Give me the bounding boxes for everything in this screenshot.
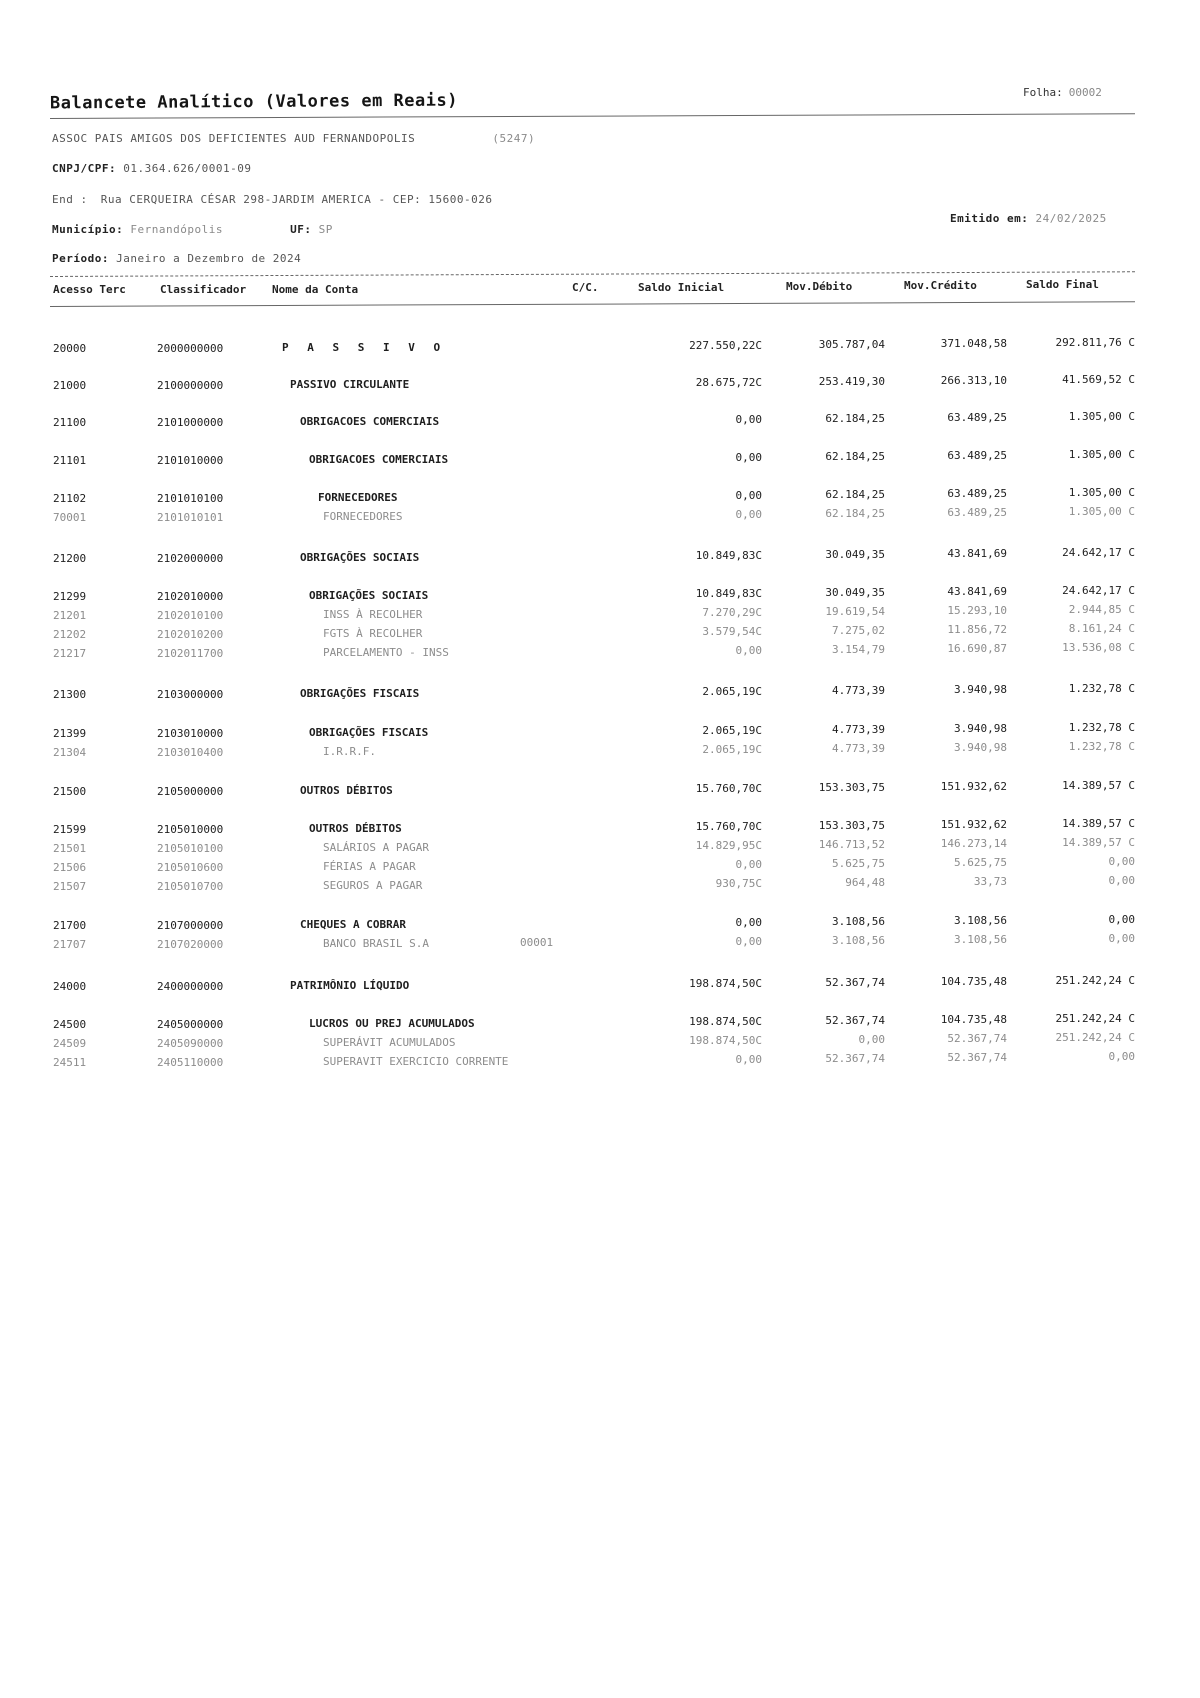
cell-nome: P A S S I V O	[282, 341, 447, 354]
cell-mov-credito: 104.735,48	[940, 1013, 1007, 1026]
cell-saldo-final: 14.389,57 C	[1062, 817, 1135, 830]
table-row	[0, 740, 1200, 766]
emitido-value: 24/02/2025	[1035, 212, 1107, 225]
cell-acesso: 70001	[53, 511, 87, 524]
cell-classificador: 2405000000	[157, 1018, 224, 1031]
cell-classificador: 2102010100	[157, 609, 224, 622]
cell-saldo-final: 1.305,00 C	[1068, 486, 1135, 499]
cell-saldo-inicial: 7.270,29C	[702, 606, 762, 619]
periodo-label: Período:	[52, 252, 109, 265]
cell-classificador: 2105010100	[157, 842, 224, 855]
cell-mov-credito: 146.273,14	[940, 837, 1007, 850]
cell-saldo-final: 0,00	[1108, 913, 1135, 926]
cell-mov-credito: 63.489,25	[947, 506, 1007, 519]
municipio-line	[52, 223, 333, 236]
cell-cc: 00001	[520, 936, 554, 949]
cell-acesso: 21000	[53, 379, 87, 392]
cell-classificador: 2101000000	[157, 416, 224, 429]
cell-saldo-inicial: 10.849,83C	[695, 587, 762, 600]
cell-nome: PARCELAMENTO - INSS	[323, 646, 449, 659]
cell-nome: LUCROS OU PREJ ACUMULADOS	[309, 1017, 475, 1030]
col-saldo-final: Saldo Final	[1026, 278, 1099, 291]
cell-saldo-inicial: 15.760,70C	[695, 820, 762, 833]
cell-mov-debito: 305.787,04	[818, 338, 885, 351]
cell-mov-debito: 3.154,79	[832, 643, 885, 656]
cell-mov-credito: 3.940,98	[954, 722, 1007, 735]
cell-classificador: 2105010600	[157, 861, 224, 874]
cell-mov-debito: 3.108,56	[832, 915, 885, 928]
cell-mov-credito: 43.841,69	[947, 547, 1007, 560]
cell-mov-debito: 964,48	[845, 876, 885, 889]
cell-saldo-final: 8.161,24 C	[1068, 622, 1135, 635]
cell-mov-debito: 4.773,39	[832, 684, 885, 697]
cell-acesso: 21101	[53, 454, 87, 467]
cell-saldo-final: 14.389,57 C	[1062, 779, 1135, 792]
cell-nome: BANCO BRASIL S.A	[323, 937, 429, 950]
cell-mov-credito: 63.489,25	[947, 487, 1007, 500]
cell-nome: SUPERÁVIT ACUMULADOS	[323, 1036, 456, 1049]
report-title: Balancete Analítico (Valores em Reais)	[49, 90, 459, 114]
cell-mov-debito: 30.049,35	[825, 586, 885, 599]
cell-saldo-final: 0,00	[1108, 855, 1135, 868]
cell-acesso: 21299	[53, 590, 87, 603]
cell-saldo-final: 0,00	[1108, 932, 1135, 945]
cell-nome: SEGUROS A PAGAR	[323, 879, 423, 892]
cnpj-value: 01.364.626/0001-09	[123, 162, 252, 175]
cell-mov-credito: 151.932,62	[940, 780, 1007, 793]
cell-nome: OBRIGACOES COMERCIAIS	[309, 453, 449, 466]
cell-classificador: 2102000000	[157, 552, 224, 565]
cell-mov-debito: 62.184,25	[825, 488, 885, 501]
cell-nome: PATRIMÔNIO LÍQUIDO	[290, 979, 410, 992]
table-row	[0, 932, 1200, 958]
periodo-line	[52, 252, 301, 265]
cell-mov-credito: 3.108,56	[954, 914, 1007, 927]
cell-acesso: 21217	[53, 647, 87, 660]
cell-classificador: 2105010700	[157, 880, 224, 893]
col-mov-credito: Mov.Crédito	[904, 279, 977, 292]
cell-saldo-inicial: 2.065,19C	[702, 743, 762, 756]
cell-acesso: 21700	[53, 919, 87, 932]
cell-nome: FÉRIAS A PAGAR	[323, 860, 416, 873]
cell-classificador: 2405090000	[157, 1037, 224, 1050]
cell-classificador: 2102010000	[157, 590, 224, 603]
cell-mov-debito: 3.108,56	[832, 934, 885, 947]
cell-mov-credito: 104.735,48	[940, 975, 1007, 988]
address-label: End :	[52, 193, 88, 206]
cell-classificador: 2107000000	[157, 919, 224, 932]
cell-mov-debito: 4.773,39	[832, 723, 885, 736]
col-saldo-inicial: Saldo Inicial	[638, 281, 725, 294]
municipio-label: Município:	[52, 223, 124, 236]
cell-acesso: 21100	[53, 416, 87, 429]
table-row	[0, 779, 1200, 805]
table-row	[0, 505, 1200, 531]
cnpj-label: CNPJ/CPF:	[52, 162, 117, 175]
cell-acesso: 21707	[53, 938, 87, 951]
cell-mov-credito: 3.940,98	[954, 741, 1007, 754]
cell-acesso: 21399	[53, 727, 87, 740]
cell-mov-credito: 33,73	[973, 875, 1007, 888]
cell-mov-debito: 5.625,75	[832, 857, 885, 870]
cell-mov-debito: 62.184,25	[825, 412, 885, 425]
title-rule	[50, 113, 1135, 119]
cell-acesso: 21500	[53, 785, 87, 798]
entity-name: ASSOC PAIS AMIGOS DOS DEFICIENTES AUD FERNANDOPOLIS	[52, 132, 416, 145]
cell-mov-credito: 11.856,72	[947, 623, 1007, 636]
cell-mov-debito: 146.713,52	[818, 838, 885, 851]
cell-saldo-final: 0,00	[1108, 874, 1135, 887]
cell-nome: SUPERAVIT EXERCICIO CORRENTE	[323, 1055, 509, 1068]
cell-mov-credito: 52.367,74	[947, 1051, 1007, 1064]
cell-acesso: 21501	[53, 842, 87, 855]
cell-saldo-inicial: 0,00	[735, 451, 762, 464]
cell-saldo-final: 1.232,78 C	[1068, 682, 1135, 695]
table-row	[0, 874, 1200, 900]
cell-mov-credito: 5.625,75	[954, 856, 1007, 869]
cell-acesso: 21200	[53, 552, 87, 565]
cell-saldo-inicial: 15.760,70C	[695, 782, 762, 795]
cell-saldo-final: 1.232,78 C	[1068, 740, 1135, 753]
cell-acesso: 21201	[53, 609, 87, 622]
cell-saldo-inicial: 198.874,50C	[689, 977, 762, 990]
cell-mov-debito: 30.049,35	[825, 548, 885, 561]
uf-value: SP	[318, 223, 333, 236]
cell-mov-credito: 266.313,10	[940, 374, 1007, 387]
cell-nome: I.R.R.F.	[323, 745, 376, 758]
cell-mov-debito: 153.303,75	[818, 781, 885, 794]
address-line	[52, 193, 493, 206]
cell-classificador: 2101010000	[157, 454, 224, 467]
cell-saldo-final: 1.232,78 C	[1068, 721, 1135, 734]
cell-classificador: 2105010000	[157, 823, 224, 836]
cell-saldo-inicial: 198.874,50C	[689, 1034, 762, 1047]
cell-saldo-inicial: 227.550,22C	[689, 339, 762, 352]
cell-mov-credito: 371.048,58	[940, 337, 1007, 350]
cell-nome: OBRIGAÇÕES FISCAIS	[300, 687, 420, 700]
cell-acesso: 24509	[53, 1037, 87, 1050]
cell-mov-debito: 19.619,54	[825, 605, 885, 618]
cell-acesso: 21599	[53, 823, 87, 836]
table-row	[0, 682, 1200, 708]
cell-nome: OBRIGAÇÕES SOCIAIS	[300, 551, 420, 564]
cell-classificador: 2101010100	[157, 492, 224, 505]
cell-saldo-final: 2.944,85 C	[1068, 603, 1135, 616]
cell-mov-credito: 63.489,25	[947, 411, 1007, 424]
cell-saldo-inicial: 14.829,95C	[695, 839, 762, 852]
emitido-line	[950, 212, 1107, 225]
cell-mov-debito: 62.184,25	[825, 507, 885, 520]
cell-mov-debito: 153.303,75	[818, 819, 885, 832]
cell-mov-credito: 63.489,25	[947, 449, 1007, 462]
cell-saldo-inicial: 198.874,50C	[689, 1015, 762, 1028]
uf-label: UF:	[290, 223, 312, 236]
cell-saldo-inicial: 0,00	[735, 413, 762, 426]
entity-code: (5247)	[492, 132, 536, 145]
table-row	[0, 974, 1200, 1000]
cell-acesso: 24511	[53, 1056, 87, 1069]
cell-saldo-final: 41.569,52 C	[1062, 373, 1135, 386]
table-row	[0, 1050, 1200, 1076]
cell-saldo-inicial: 0,00	[735, 489, 762, 502]
cell-acesso: 20000	[53, 342, 87, 355]
cell-acesso: 21102	[53, 492, 87, 505]
cell-saldo-final: 292.811,76 C	[1055, 336, 1135, 349]
table-row	[0, 448, 1200, 474]
cell-classificador: 2100000000	[157, 379, 224, 392]
cell-classificador: 2101010101	[157, 511, 224, 524]
table-row	[0, 410, 1200, 436]
cell-saldo-inicial: 2.065,19C	[702, 685, 762, 698]
cell-saldo-final: 14.389,57 C	[1062, 836, 1135, 849]
cell-mov-credito: 15.293,10	[947, 604, 1007, 617]
cell-acesso: 24500	[53, 1018, 87, 1031]
table-row	[0, 546, 1200, 572]
cell-saldo-inicial: 0,00	[735, 935, 762, 948]
cell-mov-debito: 7.275,02	[832, 624, 885, 637]
cell-mov-debito: 52.367,74	[825, 1052, 885, 1065]
cell-acesso: 24000	[53, 980, 87, 993]
cell-nome: OBRIGAÇÕES FISCAIS	[309, 726, 429, 739]
cell-saldo-final: 24.642,17 C	[1062, 584, 1135, 597]
cell-saldo-inicial: 0,00	[735, 858, 762, 871]
cell-saldo-final: 13.536,08 C	[1062, 641, 1135, 654]
cell-saldo-inicial: 2.065,19C	[702, 724, 762, 737]
cell-classificador: 2103010400	[157, 746, 224, 759]
col-nome: Nome da Conta	[272, 283, 359, 296]
sheet-value: 00002	[1068, 86, 1102, 99]
col-cc: C/C.	[572, 281, 599, 294]
cell-mov-credito: 16.690,87	[947, 642, 1007, 655]
cell-mov-debito: 62.184,25	[825, 450, 885, 463]
cell-mov-debito: 52.367,74	[825, 1014, 885, 1027]
cell-classificador: 2000000000	[157, 342, 224, 355]
cell-saldo-inicial: 28.675,72C	[695, 376, 762, 389]
cell-nome: INSS À RECOLHER	[323, 608, 423, 621]
cell-saldo-final: 0,00	[1108, 1050, 1135, 1063]
periodo-value: Janeiro a Dezembro de 2024	[116, 252, 302, 265]
cell-nome: OBRIGACOES COMERCIAIS	[300, 415, 440, 428]
table-row	[0, 641, 1200, 667]
cell-saldo-inicial: 0,00	[735, 916, 762, 929]
col-acesso: Acesso Terc	[53, 283, 126, 296]
table-row	[0, 373, 1200, 399]
cell-saldo-inicial: 0,00	[735, 508, 762, 521]
cell-nome: CHEQUES A COBRAR	[300, 918, 406, 931]
cell-mov-credito: 3.108,56	[954, 933, 1007, 946]
cell-nome: OUTROS DÉBITOS	[300, 784, 393, 797]
cell-nome: FGTS À RECOLHER	[323, 627, 423, 640]
cell-classificador: 2103010000	[157, 727, 224, 740]
cell-saldo-final: 1.305,00 C	[1068, 410, 1135, 423]
cell-acesso: 21202	[53, 628, 87, 641]
cell-classificador: 2400000000	[157, 980, 224, 993]
municipio-value: Fernandópolis	[130, 223, 223, 236]
cell-classificador: 2107020000	[157, 938, 224, 951]
cell-nome: OUTROS DÉBITOS	[309, 822, 402, 835]
cell-mov-debito: 0,00	[858, 1033, 885, 1046]
cell-classificador: 2405110000	[157, 1056, 224, 1069]
col-mov-debito: Mov.Débito	[786, 280, 853, 293]
cell-saldo-final: 251.242,24 C	[1055, 974, 1135, 987]
col-classificador: Classificador	[160, 283, 247, 296]
sheet-number	[1023, 86, 1102, 99]
header-top-rule	[50, 271, 1135, 277]
cell-mov-credito: 3.940,98	[954, 683, 1007, 696]
cell-classificador: 2105000000	[157, 785, 224, 798]
cell-saldo-inicial: 10.849,83C	[695, 549, 762, 562]
cell-saldo-final: 251.242,24 C	[1055, 1012, 1135, 1025]
sheet-label: Folha:	[1023, 86, 1063, 99]
cell-saldo-final: 1.305,00 C	[1068, 505, 1135, 518]
cell-nome: FORNECEDORES	[323, 510, 403, 523]
cnpj-line	[52, 162, 251, 175]
cell-nome: SALÁRIOS A PAGAR	[323, 841, 429, 854]
cell-nome: PASSIVO CIRCULANTE	[290, 378, 410, 391]
cell-saldo-final: 1.305,00 C	[1068, 448, 1135, 461]
cell-saldo-final: 24.642,17 C	[1062, 546, 1135, 559]
cell-nome: OBRIGAÇÕES SOCIAIS	[309, 589, 429, 602]
cell-saldo-inicial: 3.579,54C	[702, 625, 762, 638]
address-value: Rua CERQUEIRA CÉSAR 298-JARDIM AMERICA - CEP: 15600-026	[100, 193, 493, 206]
entity-line	[52, 132, 535, 145]
cell-mov-credito: 52.367,74	[947, 1032, 1007, 1045]
cell-acesso: 21300	[53, 688, 87, 701]
cell-classificador: 2102011700	[157, 647, 224, 660]
cell-mov-debito: 52.367,74	[825, 976, 885, 989]
cell-nome: FORNECEDORES	[318, 491, 398, 504]
cell-acesso: 21304	[53, 746, 87, 759]
cell-saldo-inicial: 0,00	[735, 644, 762, 657]
cell-acesso: 21507	[53, 880, 87, 893]
cell-mov-debito: 253.419,30	[818, 375, 885, 388]
cell-saldo-inicial: 0,00	[735, 1053, 762, 1066]
cell-classificador: 2103000000	[157, 688, 224, 701]
cell-acesso: 21506	[53, 861, 87, 874]
cell-mov-debito: 4.773,39	[832, 742, 885, 755]
cell-classificador: 2102010200	[157, 628, 224, 641]
cell-saldo-final: 251.242,24 C	[1055, 1031, 1135, 1044]
emitido-label: Emitido em:	[950, 212, 1029, 225]
cell-saldo-inicial: 930,75C	[715, 877, 762, 890]
header-bottom-rule	[50, 301, 1135, 307]
table-row	[0, 336, 1200, 362]
cell-mov-credito: 43.841,69	[947, 585, 1007, 598]
cell-mov-credito: 151.932,62	[940, 818, 1007, 831]
